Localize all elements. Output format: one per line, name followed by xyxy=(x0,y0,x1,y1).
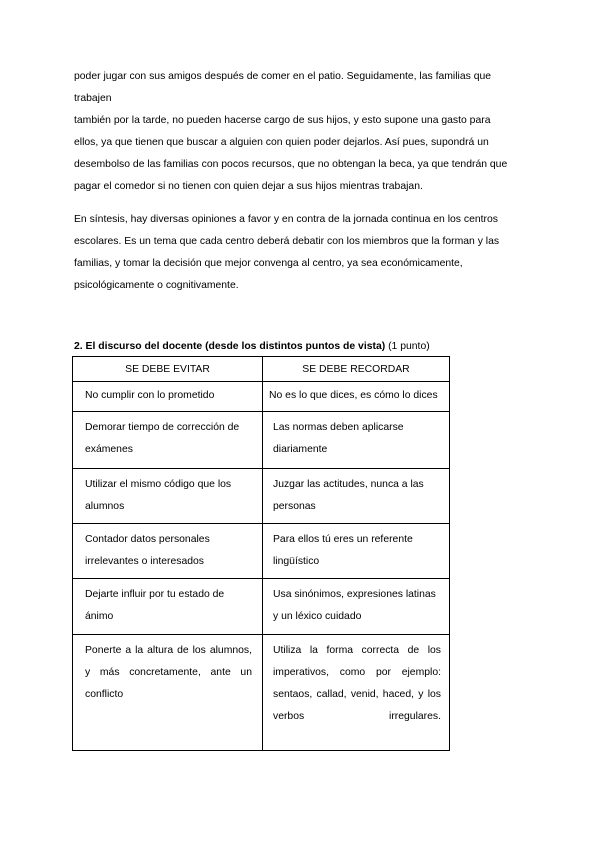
teacher-discourse-table xyxy=(72,356,450,751)
table-row xyxy=(73,382,450,412)
text-line: psicológicamente o cognitivamente. xyxy=(74,280,239,291)
cell-avoid: Dejarte influir por tu estado de ánimo xyxy=(73,579,263,635)
cell-avoid: Contador datos personales irrelevantes o interesados xyxy=(73,524,263,579)
table-row xyxy=(73,579,450,635)
cell-remember: Utiliza la forma correcta de los imperativos, como por ejemplo: sentaos, callad, venid, haced, y los verbos irregulares. xyxy=(263,635,450,751)
table-row xyxy=(73,412,450,469)
text-line: ellos, ya que tienen que buscar a alguien con quien poder dejarlos. Así pues, supondrá un xyxy=(74,137,489,148)
cell-avoid: No cumplir con lo prometido xyxy=(73,382,263,412)
table-header-row xyxy=(73,357,450,382)
header-remember: SE DEBE RECORDAR xyxy=(263,357,450,382)
text-line: desembolso de las familias con pocos recursos, que no obtengan la beca, ya que tendrán que xyxy=(74,159,508,170)
text-line: trabajen xyxy=(74,93,112,104)
table-row xyxy=(73,524,450,579)
text-line: escolares. Es un tema que cada centro deberá debatir con los miembros que la forman y las xyxy=(74,236,500,247)
paragraph-summary xyxy=(74,209,532,297)
cell-avoid: Ponerte a la altura de los alumnos, y más concretamente, ante un conflicto xyxy=(73,635,263,751)
section-heading xyxy=(74,340,430,354)
header-avoid: SE DEBE EVITAR xyxy=(73,357,263,382)
section-points: (1 punto) xyxy=(385,341,430,352)
section-title: 2. El discurso del docente (desde los distintos puntos de vista) xyxy=(74,341,386,352)
text-line: también por la tarde, no pueden hacerse cargo de sus hijos, y esto supone una gasto para xyxy=(74,115,491,126)
text-line: pagar el comedor si no tienen con quien dejar a sus hijos mientras trabajan. xyxy=(74,181,423,192)
text-line: poder jugar con sus amigos después de comer en el patio. Seguidamente, las familias que xyxy=(74,71,492,82)
cell-remember: Usa sinónimos, expresiones latinas y un léxico cuidado xyxy=(263,579,450,635)
table-row xyxy=(73,635,450,751)
text-line: En síntesis, hay diversas opiniones a favor y en contra de la jornada continua en los centros xyxy=(74,214,498,225)
paragraph-family-costs xyxy=(74,66,532,198)
cell-remember: No es lo que dices, es cómo lo dices xyxy=(263,382,450,412)
table-row xyxy=(73,469,450,524)
cell-remember: Para ellos tú eres un referente lingüístico xyxy=(263,524,450,579)
cell-avoid: Demorar tiempo de corrección de exámenes xyxy=(73,412,263,469)
cell-avoid: Utilizar el mismo código que los alumnos xyxy=(73,469,263,524)
text-line: familias, y tomar la decisión que mejor convenga al centro, ya sea económicamente, xyxy=(74,258,463,269)
cell-remember: Las normas deben aplicarse diariamente xyxy=(263,412,450,469)
cell-remember: Juzgar las actitudes, nunca a las personas xyxy=(263,469,450,524)
